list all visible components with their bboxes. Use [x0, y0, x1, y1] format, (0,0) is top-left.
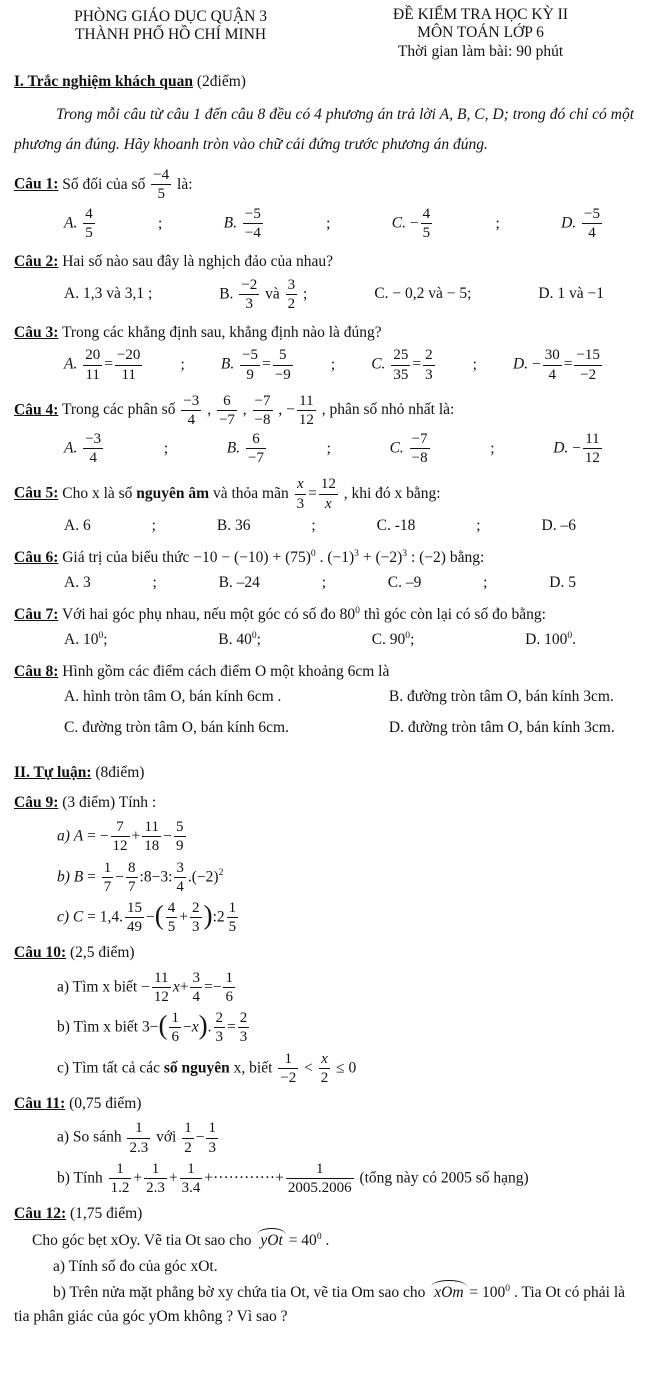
section2-title: II. Tự luận: — [14, 763, 92, 781]
answer-option: A. 6 — [64, 516, 91, 534]
question-10-points: (2,5 điểm) — [66, 944, 135, 962]
question-4-options — [14, 428, 634, 469]
question-9 — [14, 792, 634, 936]
option-separator: ; — [476, 516, 481, 534]
question-3-options — [14, 344, 634, 385]
question-7-options — [14, 626, 634, 654]
section1-title: I. Trắc nghiệm khách quan — [14, 72, 194, 90]
question-3 — [14, 322, 634, 386]
question-12-label: Câu 12: — [14, 1205, 67, 1223]
angle-arc: yOt — [260, 1231, 283, 1249]
answer-option: D. 5 — [549, 574, 576, 591]
question-8-options — [14, 683, 634, 741]
question-8-label: Câu 8: — [14, 662, 59, 680]
option-separator: ; — [163, 439, 169, 457]
option-separator: ; — [158, 214, 163, 232]
question-3-text: Trong các khẳng định sau, khẳng định nào là đúng? — [58, 323, 382, 341]
question-12 — [14, 1203, 634, 1329]
answer-option: B. $\frac{-2}{3}$ và $\frac{3}{2}$ ; — [219, 276, 308, 312]
question-9-points: (3 điểm) Tính : — [58, 793, 157, 811]
question-5-label: Câu 5: — [14, 484, 59, 502]
authority-line-2: THÀNH PHỐ HỒ CHÍ MINH — [74, 26, 267, 44]
question-10-label: Câu 10: — [14, 944, 67, 962]
answer-option: C. đường tròn tâm O, bán kính 6cm. — [64, 719, 289, 736]
answer-option: D. $100^0$. — [525, 630, 576, 649]
question-5-options — [14, 512, 634, 540]
question-1-text: Số đối của số $\frac{-4}{5}$ là: — [58, 167, 193, 203]
question-2-options — [14, 274, 634, 315]
exam-duration: Thời gian làm bài: 90 phút — [397, 42, 564, 60]
question-11-points: (0,75 điểm) — [65, 1094, 142, 1112]
answer-option: C. $90^0$; — [371, 630, 415, 649]
question-4 — [14, 393, 634, 470]
exam-subject: MÔN TOÁN LỚP 6 — [417, 24, 544, 42]
issuing-authority-block — [14, 6, 327, 61]
answer-option: A. hình tròn tâm O, bán kính 6cm . — [64, 688, 282, 706]
answer-option: A. $\frac{-3}{4}$ — [64, 431, 102, 467]
question-11-label: Câu 11: — [14, 1094, 66, 1112]
section1-points: (2điểm) — [193, 72, 246, 90]
question-12-points: (1,75 điểm) — [66, 1205, 143, 1223]
section1-intro: Trong mỗi câu từ câu 1 đến câu 8 đều có 4 phương án trả lời A, B, C, D; trong đó chỉ có một phương án đúng. Hãy khoanh tròn vào chữ cái đứng trước phương án đúng. — [14, 105, 634, 154]
answer-option: A. 3 — [64, 574, 91, 591]
question-6 — [14, 547, 634, 597]
answer-option: A. $10^0$; — [64, 630, 108, 649]
question-4-text: Trong các phân số $\frac{-3}{4}$ , $\frac{6}{-7}$ , $\frac{-7}{-8}$ , − $\frac{11}{12}$ , phân số nhỏ nhất là: — [58, 392, 455, 428]
question-8-text: Hình gồm các điểm cách điểm O một khoảng 6cm là — [58, 662, 390, 680]
angle-arc: xOm — [434, 1284, 464, 1302]
question-10-part-a: a) Tìm x biết − $\frac{11}{12}$ x+ $\frac{3}{4}$ =− $\frac{1}{6}$ — [57, 969, 233, 1005]
question-7-label: Câu 7: — [14, 605, 59, 623]
answer-option: C. − $\frac{4}{5}$ — [391, 205, 431, 241]
answer-option: B. $\frac{-5}{9}$ = $\frac{5}{-9}$ — [220, 347, 291, 383]
question-4-label: Câu 4: — [14, 400, 59, 418]
answer-option: B. –24 — [218, 574, 260, 591]
question-3-label: Câu 3: — [14, 323, 59, 341]
answer-option: B. 36 — [216, 516, 251, 534]
answer-option: C. − 0,2 và − 5; — [374, 285, 472, 303]
option-separator: ; — [483, 574, 488, 591]
option-separator: ; — [311, 516, 316, 534]
exam-title: ĐỀ KIỂM TRA HỌC KỲ II — [393, 6, 568, 23]
answer-option: D. –6 — [541, 516, 576, 534]
answer-option: B. $\frac{-5}{-4}$ — [223, 205, 261, 241]
question-6-options — [14, 569, 634, 597]
question-12-part-b: b) Trên nửa mặt phẳng bờ xy chứa tia Ot, vẽ tia Om sao cho xOm = $100^0$ . Tia Ot có phải là tia phân giác của góc yOm không ? Vì sao ? — [14, 1282, 626, 1326]
option-separator: ; — [180, 356, 185, 374]
answer-option: D. 1 và −1 — [538, 285, 604, 303]
question-2-label: Câu 2: — [14, 253, 59, 271]
answer-option: D. − $\frac{30}{4}$ = $\frac{-15}{-2}$ — [513, 347, 600, 383]
question-9-label: Câu 9: — [14, 793, 59, 811]
answer-option: B. $40^0$; — [218, 630, 261, 649]
question-8 — [14, 661, 634, 742]
question-2-text: Hai số nào sau đây là nghịch đảo của nhau? — [58, 253, 333, 271]
option-separator: ; — [490, 439, 495, 457]
section1-heading — [14, 73, 634, 91]
exam-title-block — [327, 6, 634, 61]
question-12-intro: Cho góc bẹt xOy. Vẽ tia Ot sao cho yOt = $40^0$ . — [32, 1230, 330, 1249]
answer-option: A. $\frac{20}{11}$ = $\frac{-20}{11}$ — [64, 347, 141, 383]
answer-option: C. $\frac{-7}{-8}$ — [389, 431, 428, 467]
answer-option: C. $\frac{25}{35}$ = $\frac{2}{3}$ — [371, 347, 433, 383]
question-9-part-c: c) C = 1,4. $\frac{15}{49}$ −( $\frac{4}{5}$ + $\frac{2}{3}$ ):2 $\frac{1}{5}$ — [57, 899, 237, 936]
option-separator: ; — [321, 574, 327, 591]
option-separator: ; — [326, 214, 331, 232]
question-6-text: Giá trị của biểu thức $-10 - (-10) + (75)^0$ . $(-1)^3 + (-2)^3$ : (−2) bằng: — [58, 547, 485, 566]
option-separator: ; — [152, 574, 157, 591]
section2-heading — [14, 764, 634, 782]
answer-option: B. đường tròn tâm O, bán kính 3cm. — [388, 688, 614, 706]
answer-option: A. $\frac{4}{5}$ — [64, 205, 93, 241]
question-1 — [14, 167, 634, 244]
question-9-part-b: b) B = $\frac{1}{7}$ − $\frac{8}{7}$ :8−3: $\frac{3}{4}$ $.(-2)^2$ — [57, 859, 224, 895]
document-header — [14, 6, 634, 61]
question-2 — [14, 251, 634, 315]
question-6-label: Câu 6: — [14, 548, 59, 566]
question-7 — [14, 604, 634, 654]
question-1-options — [14, 203, 634, 244]
question-11-part-a: a) So sánh $\frac{1}{2.3}$ với $\frac{1}{2}$ − $\frac{1}{3}$ — [57, 1120, 216, 1156]
question-7-text: Với hai góc phụ nhau, nếu một góc có số đo $80^0$ thì góc còn lại có số đo bằng: — [58, 604, 546, 623]
option-separator: ; — [330, 356, 336, 374]
question-10-part-b: b) Tìm x biết 3−( $\frac{1}{6}$ −x). $\frac{2}{3}$ = $\frac{2}{3}$ — [57, 1010, 248, 1046]
question-11-part-b: b) Tính $\frac{1}{1.2}$ + $\frac{1}{2.3}$ + $\frac{1}{3.4}$ +············+ $\frac{1}{2005.2006}$ (tổng này có 2005 số hạng) — [57, 1160, 529, 1196]
question-12-part-a: a) Tính số đo của góc xOt. — [53, 1257, 218, 1275]
question-11 — [14, 1093, 634, 1196]
question-10 — [14, 942, 634, 1086]
answer-option: D. đường tròn tâm O, bán kính 3cm. — [388, 719, 615, 736]
answer-option: D. − $\frac{11}{12}$ — [553, 431, 600, 467]
answer-option: A. 1,3 và 3,1 ; — [64, 285, 153, 303]
answer-option: D. $\frac{-5}{4}$ — [561, 205, 600, 241]
answer-option: C. –9 — [387, 574, 422, 591]
question-9-part-a: a) A = − $\frac{7}{12}$ + $\frac{11}{18}$ − $\frac{5}{9}$ — [57, 819, 184, 855]
answer-option: C. -18 — [376, 516, 416, 534]
authority-line-1: PHÒNG GIÁO DỤC QUẬN 3 — [74, 8, 267, 25]
answer-option: B. $\frac{6}{-7}$ — [226, 431, 264, 467]
question-5 — [14, 476, 634, 539]
option-separator: ; — [151, 516, 156, 534]
question-5-text: Cho x là số nguyên âm và thỏa mãn $\frac{x}{3}$ = $\frac{12}{x}$ , khi đó x bằng: — [58, 476, 441, 512]
option-separator: ; — [495, 214, 500, 232]
question-1-label: Câu 1: — [14, 175, 59, 193]
section2-points: (8điểm) — [91, 763, 145, 781]
question-10-part-c: c) Tìm tất cả các số nguyên x, biết $\frac{1}{-2}$ < $\frac{x}{2}$ ≤ 0 — [57, 1050, 357, 1086]
option-separator: ; — [326, 439, 331, 457]
option-separator: ; — [472, 356, 477, 374]
